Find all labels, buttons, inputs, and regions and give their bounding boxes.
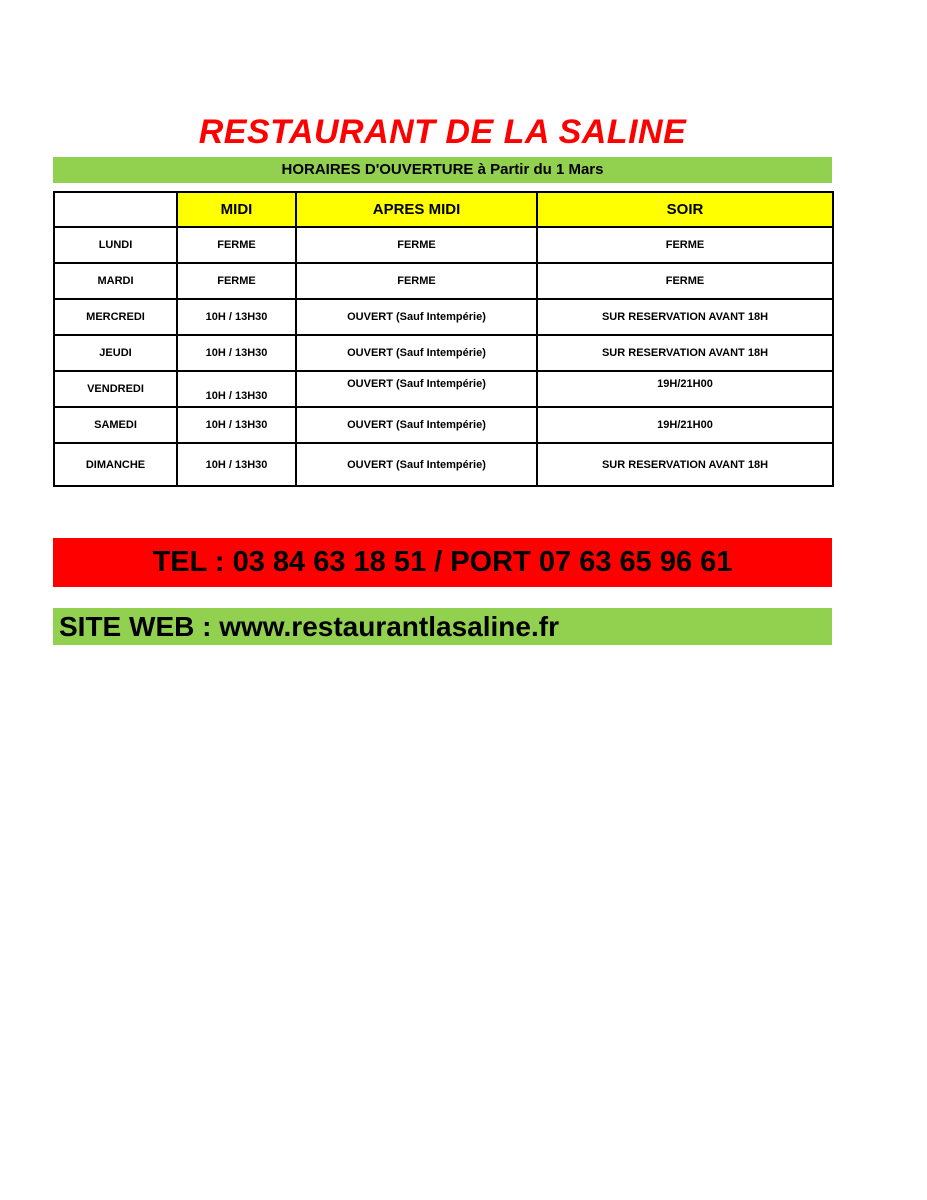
header-cell-midi: MIDI bbox=[177, 192, 296, 227]
cell-soir: SUR RESERVATION AVANT 18H bbox=[537, 443, 833, 486]
cell-soir: FERME bbox=[537, 263, 833, 299]
cell-apres-midi: FERME bbox=[296, 263, 537, 299]
cell-midi: 10H / 13H30 bbox=[177, 335, 296, 371]
cell-day: MERCREDI bbox=[54, 299, 177, 335]
cell-day: MARDI bbox=[54, 263, 177, 299]
header-cell-blank bbox=[54, 192, 177, 227]
cell-apres-midi: OUVERT (Sauf Intempérie) bbox=[296, 371, 537, 407]
cell-midi: FERME bbox=[177, 263, 296, 299]
table-row-jeudi bbox=[54, 335, 833, 371]
cell-apres-midi: OUVERT (Sauf Intempérie) bbox=[296, 443, 537, 486]
opening-hours-banner: HORAIRES D'OUVERTURE à Partir du 1 Mars bbox=[53, 157, 832, 183]
header-cell-soir: SOIR bbox=[537, 192, 833, 227]
table-row-vendredi bbox=[54, 371, 833, 407]
table-header-row bbox=[54, 192, 833, 227]
table-row-mercredi bbox=[54, 299, 833, 335]
table-row-dimanche bbox=[54, 443, 833, 486]
cell-midi: 10H / 13H30 bbox=[177, 407, 296, 443]
cell-day: JEUDI bbox=[54, 335, 177, 371]
cell-apres-midi: OUVERT (Sauf Intempérie) bbox=[296, 335, 537, 371]
cell-midi: 10H / 13H30 bbox=[177, 299, 296, 335]
cell-midi: FERME bbox=[177, 227, 296, 263]
cell-apres-midi: FERME bbox=[296, 227, 537, 263]
cell-midi: 10H / 13H30 bbox=[177, 371, 296, 407]
cell-apres-midi: OUVERT (Sauf Intempérie) bbox=[296, 407, 537, 443]
phone-banner: TEL : 03 84 63 18 51 / PORT 07 63 65 96 61 bbox=[53, 538, 832, 587]
cell-day: SAMEDI bbox=[54, 407, 177, 443]
table-row-lundi bbox=[54, 227, 833, 263]
cell-midi: 10H / 13H30 bbox=[177, 443, 296, 486]
opening-hours-table bbox=[53, 191, 834, 487]
page-title: RESTAURANT DE LA SALINE bbox=[198, 113, 687, 151]
cell-soir: SUR RESERVATION AVANT 18H bbox=[537, 335, 833, 371]
cell-soir: 19H/21H00 bbox=[537, 407, 833, 443]
table-row-mardi bbox=[54, 263, 833, 299]
cell-day: VENDREDI bbox=[54, 371, 177, 407]
website-banner: SITE WEB : www.restaurantlasaline.fr bbox=[53, 608, 832, 645]
cell-soir: 19H/21H00 bbox=[537, 371, 833, 407]
header-cell-apres-midi: APRES MIDI bbox=[296, 192, 537, 227]
cell-soir: FERME bbox=[537, 227, 833, 263]
table-row-samedi bbox=[54, 407, 833, 443]
cell-day: LUNDI bbox=[54, 227, 177, 263]
flyer-content bbox=[53, 0, 832, 645]
cell-apres-midi: OUVERT (Sauf Intempérie) bbox=[296, 299, 537, 335]
cell-day: DIMANCHE bbox=[54, 443, 177, 486]
cell-soir: SUR RESERVATION AVANT 18H bbox=[537, 299, 833, 335]
